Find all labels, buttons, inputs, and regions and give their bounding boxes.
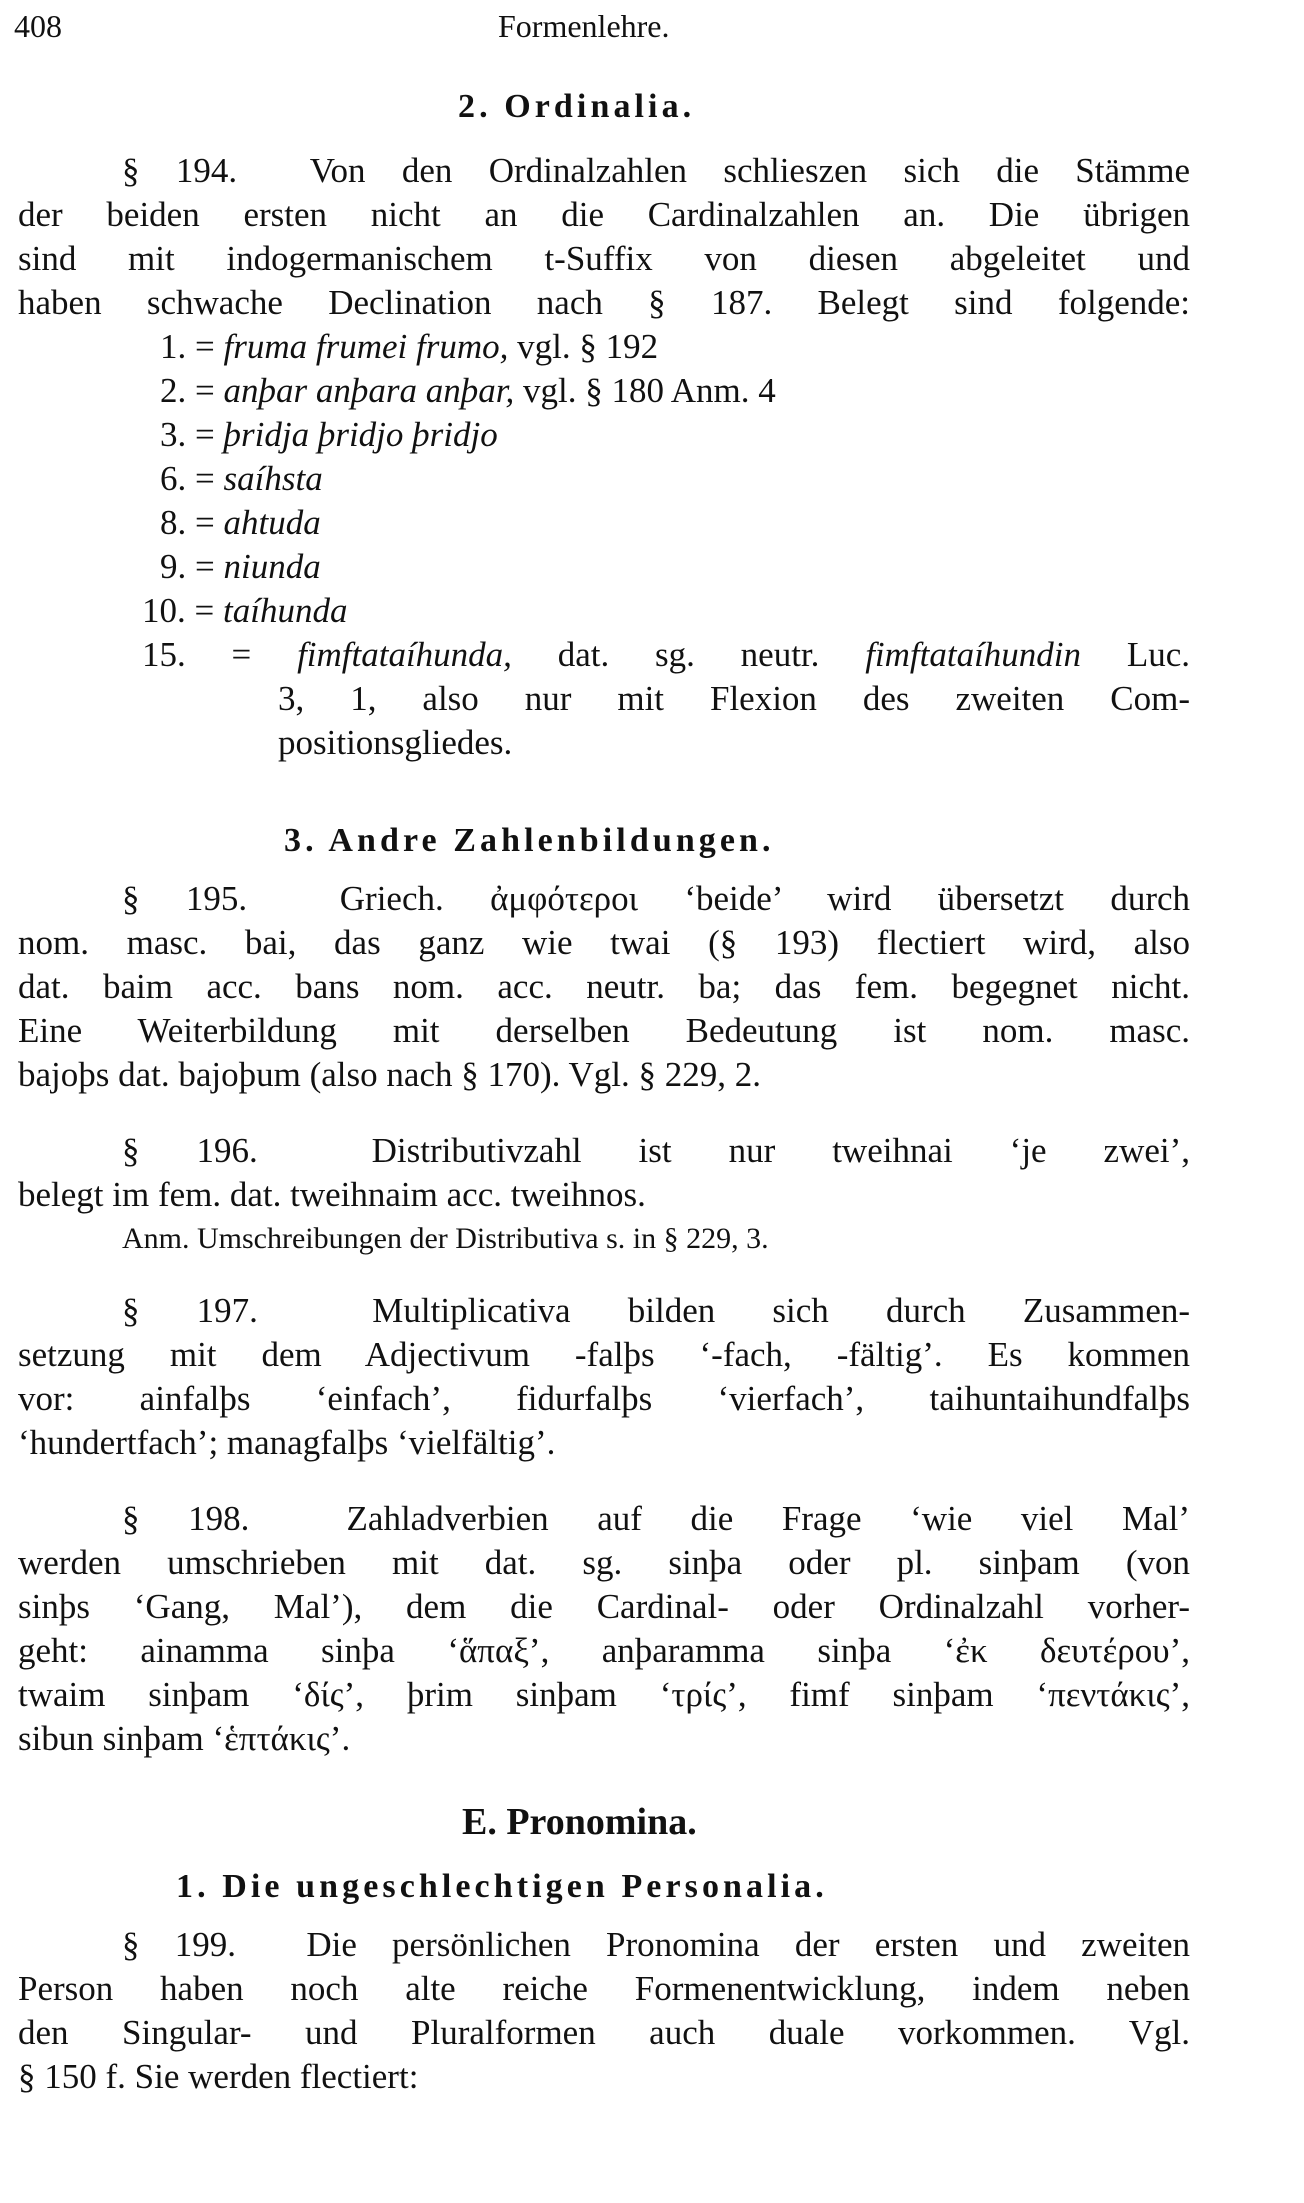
p198-line-5: twaim sinþam ‘δίς’, þrim sinþam ‘τρίς’, fimf sinþam ‘πεντάκις’,: [18, 1675, 1190, 1714]
page-number: 408: [14, 8, 62, 44]
p194-number: § 194.: [122, 151, 238, 190]
heading-ordinalia: 2. Ordinalia.: [458, 88, 696, 125]
p195-line-4: Eine Weiterbildung mit derselben Bedeutung ist nom. masc.: [18, 1011, 1190, 1050]
p194-line-1: § 194. Von den Ordinalzahlen schlieszen sich die Stämme: [122, 151, 1191, 190]
p198-line-4: geht: ainamma sinþa ‘ἅπαξ’, anþaramma sinþa ‘ἐκ δευτέρου’,: [18, 1631, 1190, 1670]
list-continuation: positionsgliedes.: [278, 723, 513, 762]
p198-line-6: sibun sinþam ‘ἑπτάκις’.: [18, 1719, 351, 1758]
p195-line-2: nom. masc. bai, das ganz wie twai (§ 193) flectiert wird, also: [18, 923, 1190, 962]
p194-line-3: sind mit indogermanischem t-Suffix von diesen abgeleitet und: [18, 239, 1190, 278]
p197-line-3: vor: ainfalþs ‘einfach’, fidurfalþs ‘vierfach’, taihuntaihundfalþs: [18, 1379, 1190, 1418]
p195-line-1: § 195. Griech. ἀμφότεροι ‘beide’ wird übersetzt durch: [122, 879, 1191, 918]
p195-line-5: bajoþs dat. bajoþum (also nach § 170). Vgl. § 229, 2.: [18, 1055, 761, 1094]
list-item: 9. = niunda: [160, 547, 321, 586]
list-continuation: 3, 1, also nur mit Flexion des zweiten Com-: [278, 679, 1190, 718]
p198-line-2: werden umschrieben mit dat. sg. sinþa oder pl. sinþam (von: [18, 1543, 1190, 1582]
p199-line-1: § 199. Die persönlichen Pronomina der ersten und zweiten: [122, 1925, 1190, 1964]
p197-line-2: setzung mit dem Adjectivum -falþs ‘-fach, -fältig’. Es kommen: [18, 1335, 1190, 1374]
p197-line-4: ‘hundertfach’; managfalþs ‘vielfältig’.: [18, 1423, 556, 1462]
list-item: 10. = taíhunda: [142, 591, 348, 630]
p198-line-3: sinþs ‘Gang, Mal’), dem die Cardinal- oder Ordinalzahl vorher-: [18, 1587, 1190, 1626]
p194-line-2: der beiden ersten nicht an die Cardinalzahlen an. Die übrigen: [18, 195, 1190, 234]
p194-line-4: haben schwache Declination nach § 187. Belegt sind folgende:: [18, 283, 1190, 322]
heading-personalia: 1. Die ungeschlechtigen Personalia.: [176, 1868, 828, 1905]
p196-line-2: belegt im fem. dat. tweihnaim acc. tweihnos.: [18, 1175, 646, 1214]
p199-line-2: Person haben noch alte reiche Formenentwicklung, indem neben: [18, 1969, 1190, 2008]
heading-pronomina: E. Pronomina.: [462, 1801, 697, 1843]
running-head: Formenlehre.: [498, 8, 670, 44]
list-item: 15. = fimftataíhunda, dat. sg. neutr. fimftataíhundin Luc.: [142, 635, 1190, 674]
p196-line-1: § 196. Distributivzahl ist nur tweihnai ‘je zwei’,: [122, 1131, 1191, 1170]
p199-line-3: den Singular- und Pluralformen auch duale vorkommen. Vgl.: [18, 2013, 1190, 2052]
list-item: 8. = ahtuda: [160, 503, 321, 542]
list-item: 2. = anþar anþara anþar, vgl. § 180 Anm. 4: [160, 371, 776, 410]
list-item: 6. = saíhsta: [160, 459, 323, 498]
heading-andre-zahlenbildungen: 3. Andre Zahlenbildungen.: [284, 822, 775, 859]
p196-note: Anm. Umschreibungen der Distributiva s. in § 229, 3.: [122, 1222, 769, 1255]
list-item: 3. = þridja þridjo þridjo: [160, 415, 498, 454]
p199-line-4: § 150 f. Sie werden flectiert:: [18, 2057, 419, 2096]
list-item: 1. = fruma frumei frumo, vgl. § 192: [160, 327, 659, 366]
p197-line-1: § 197. Multiplicativa bilden sich durch Zusammen-: [122, 1291, 1191, 1330]
p195-line-3: dat. baim acc. bans nom. acc. neutr. ba; das fem. begegnet nicht.: [18, 967, 1190, 1006]
p198-line-1: § 198. Zahladverbien auf die Frage ‘wie viel Mal’: [122, 1499, 1191, 1538]
